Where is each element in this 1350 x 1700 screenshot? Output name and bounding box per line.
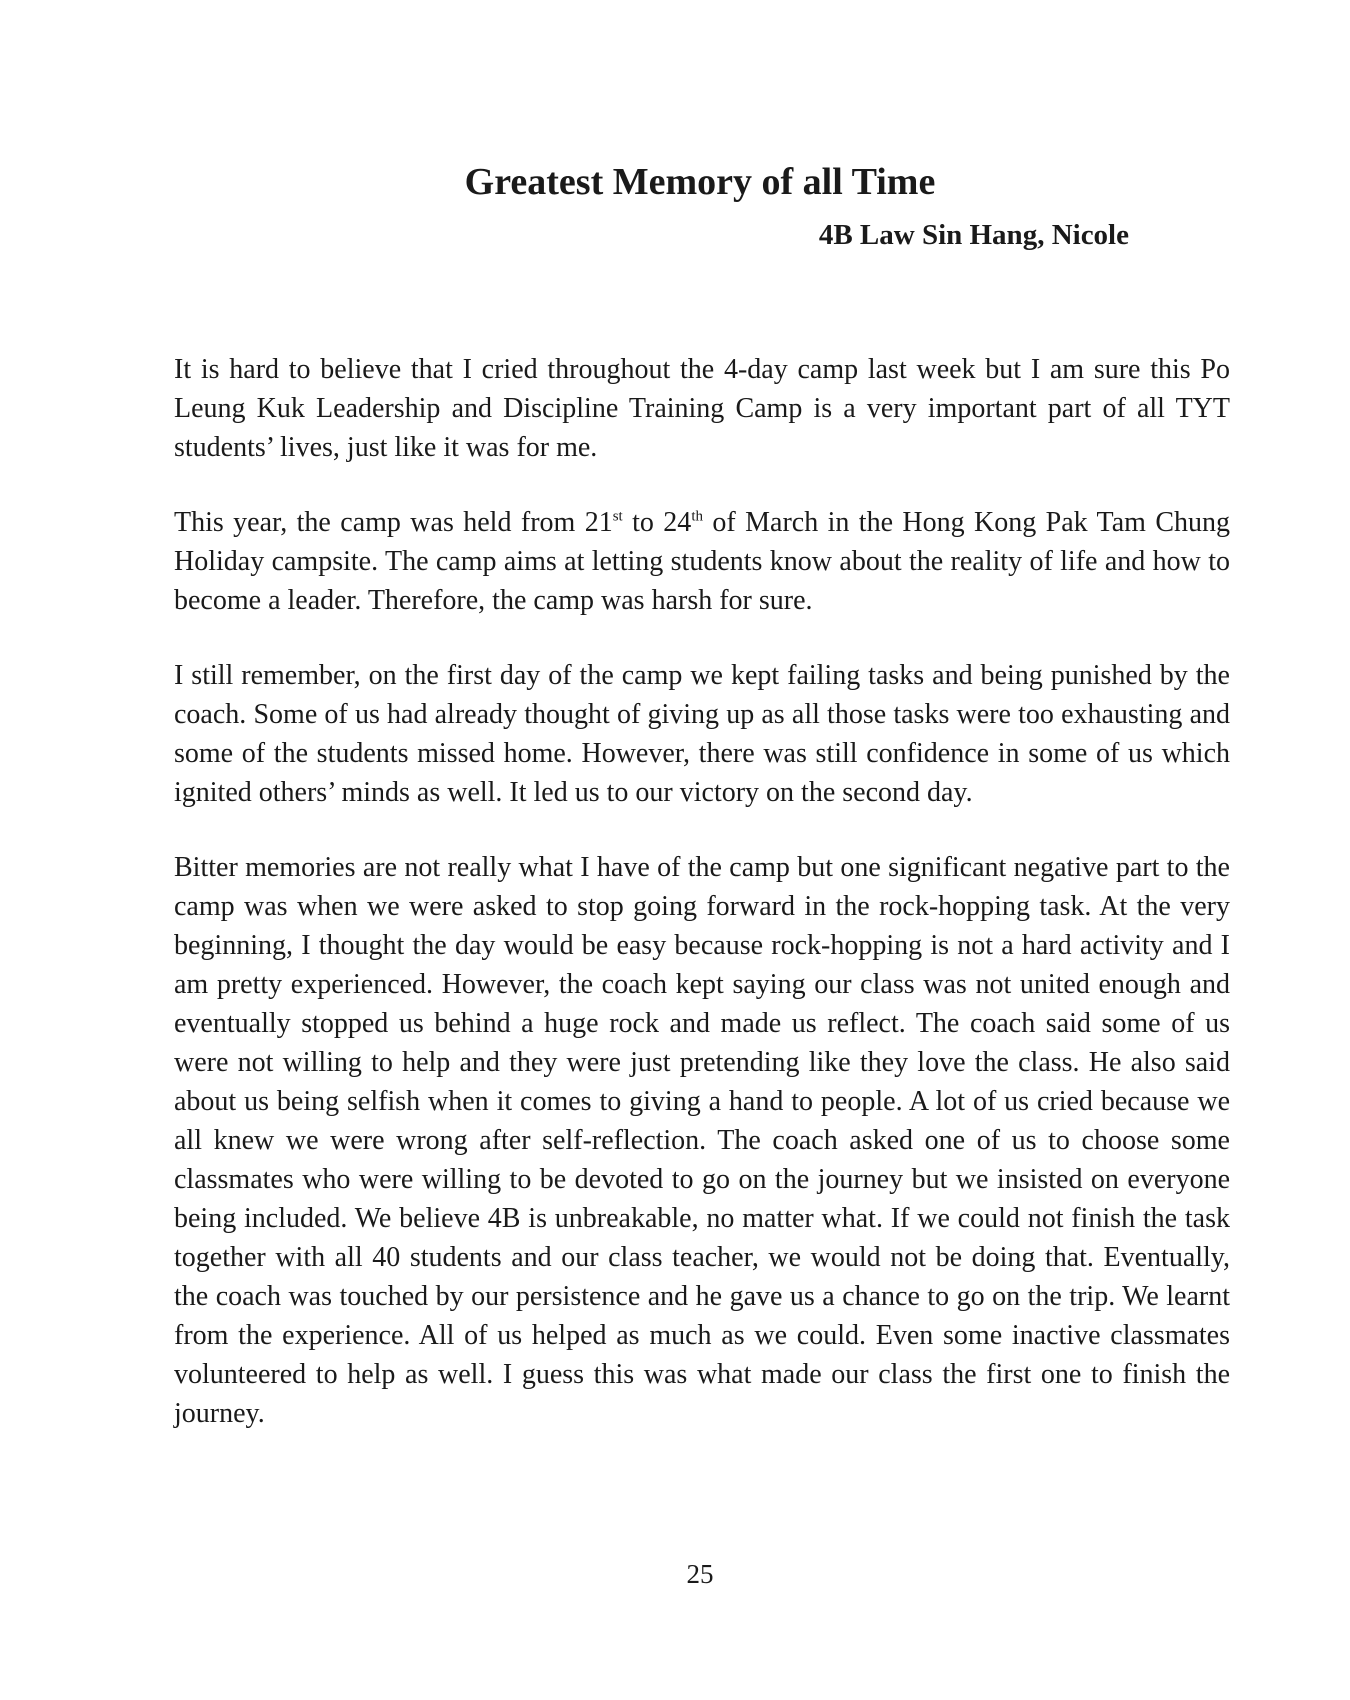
paragraph-2-text-d: Chung Holiday campsite. The camp aims at letting students know about the reality of life and how to become a leader. Therefore, the camp was harsh for sure. bbox=[174, 507, 1230, 616]
paragraph-2-text-b: to 24 bbox=[622, 507, 692, 538]
paragraph-3: I still remember, on the first day of the camp we kept failing tasks and being punished by the coach. Some of us had already thought of giving up as all those tasks were too exhausting and some of the students missed home. However, there was still confidence in some of us which ignited others’ minds as well. It led us to our victory on the second day. bbox=[174, 660, 1230, 808]
ordinal-suffix-th: th bbox=[691, 508, 703, 525]
ordinal-suffix-st: st bbox=[612, 508, 623, 525]
author-byline: 4B Law Sin Hang, Nicole bbox=[818, 219, 1129, 251]
document-title: Greatest Memory of all Time bbox=[464, 161, 936, 203]
paragraph-2-text-c: of March in the Hong Kong Pak Tam bbox=[702, 507, 1156, 538]
paragraph-4: Bitter memories are not really what I have of the camp but one significant negative part to the camp was when we were asked to stop going forward in the rock-hopping task. At the very beginning, I thought the day would be easy because rock-hopping is not a hard activity and I am pretty experienced. However, the coach kept saying our class was not united enough and eventually stopped us behind a huge rock and made us reflect. The coach said some of us were not willing to help and they were just pretending like they love the class. He also said about us being selfish when it comes to giving a hand to people. A lot of us cried because we all knew we were wrong after self-reflection. The coach asked one of us to choose some classmates who were willing to be devoted to go on the journey but we insisted on everyone being included. We believe 4B is unbreakable, no matter what. If we could not finish the task together with all 40 students and our class teacher, we would not be doing that. Eventually, the coach was touched by our persistence and he gave us a chance to go on the trip. We learnt from the experience. All of us helped as much as we could. Even some inactive classmates volunteered to help as well. I guess this was what made our class the first one to finish the journey. bbox=[174, 852, 1230, 1429]
essay-body bbox=[174, 350, 1230, 1469]
paragraph-1: It is hard to believe that I cried throughout the 4-day camp last week but I am sure this Po Leung Kuk Leadership and Discipline Training Camp is a very important part of all TYT students’ lives, just like it was for me. bbox=[174, 354, 1230, 463]
paragraph-2 bbox=[174, 503, 1230, 620]
page-number: 25 bbox=[686, 1559, 714, 1589]
paragraph-2-text-a: This year, the camp was held from 21 bbox=[174, 507, 613, 538]
